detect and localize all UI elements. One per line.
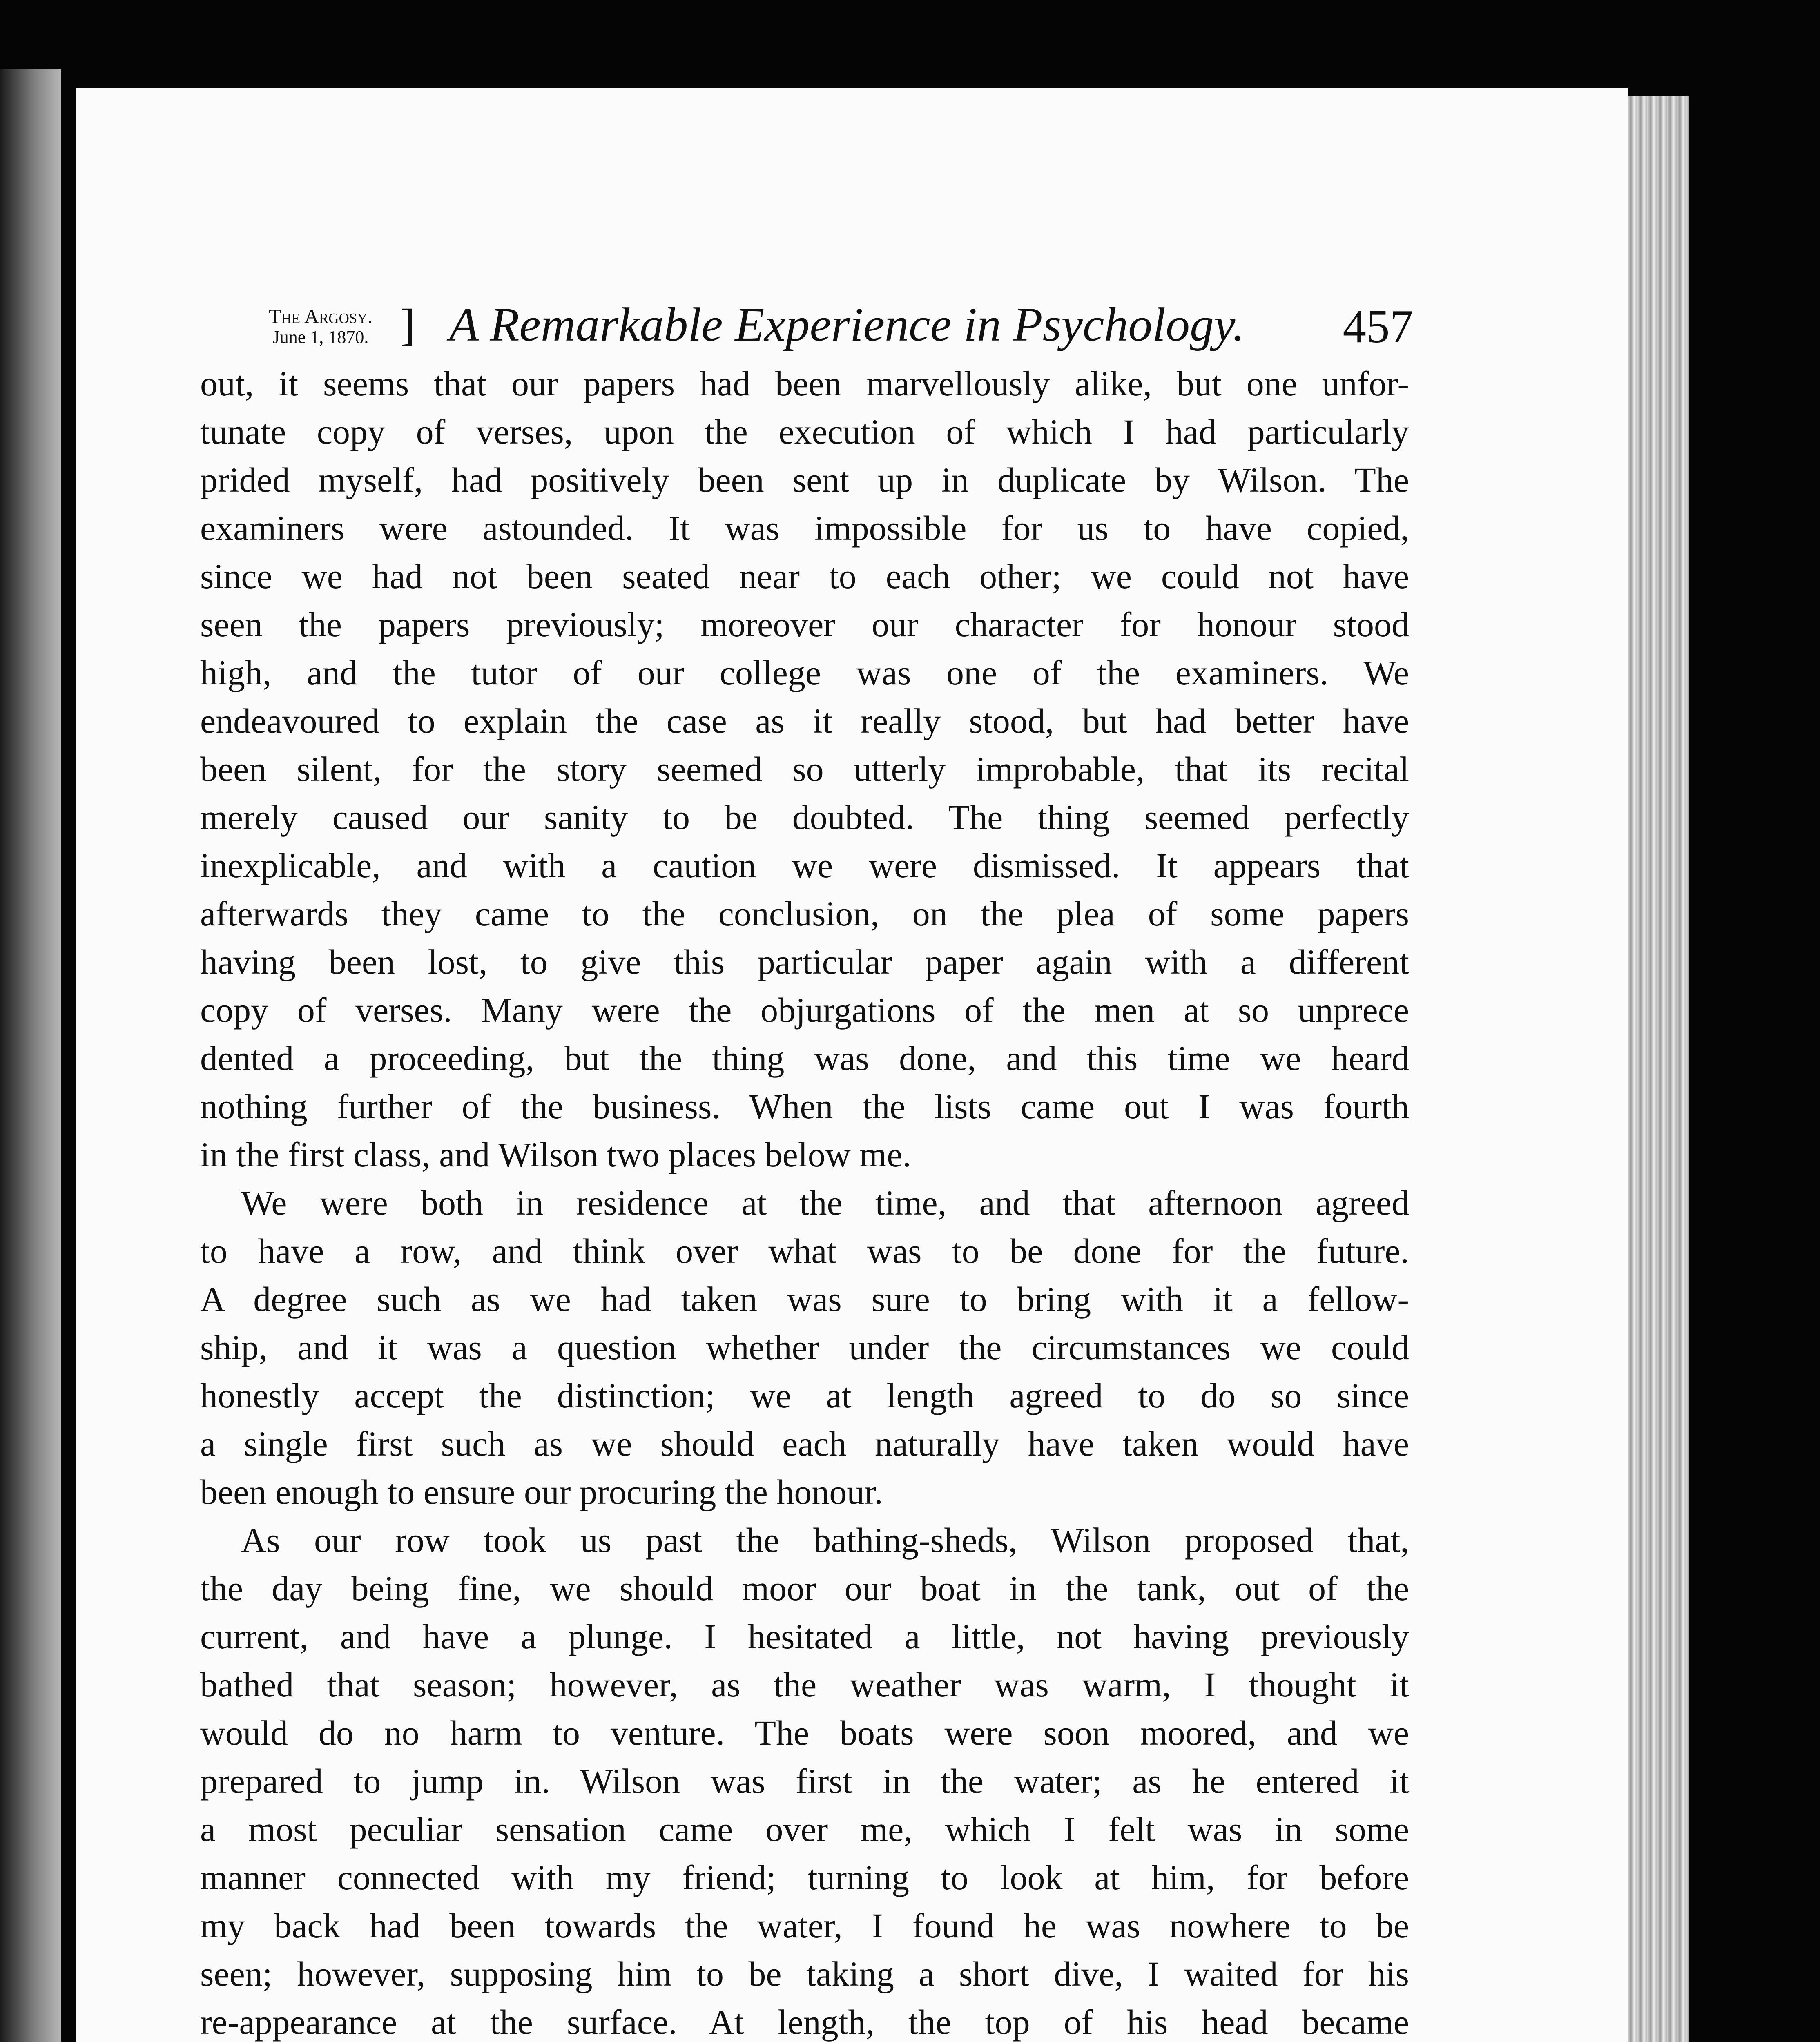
running-head-bracket: ]	[400, 300, 415, 350]
running-head-publication: The Argosy.	[268, 305, 373, 328]
text-line: having been lost, to give this particular paper again with a different	[200, 942, 1409, 981]
running-head-source	[229, 305, 413, 348]
text-line: nothing further of the business. When the lists came out I was fourth	[200, 1087, 1409, 1126]
text-line: afterwards they came to the conclusion, on the plea of some papers	[200, 894, 1409, 933]
text-line: prided myself, had positively been sent up in duplicate by Wilson. The	[200, 460, 1409, 499]
text-line: ship, and it was a question whether under the circumstances we could	[200, 1328, 1409, 1367]
text-line: dented a proceeding, but the thing was done, and this time we heard	[200, 1039, 1409, 1078]
text-line: inexplicable, and with a caution we were dismissed. It appears that	[200, 846, 1409, 885]
page-number: 457	[1343, 301, 1413, 352]
text-line: high, and the tutor of our college was one of the examiners. We	[200, 653, 1409, 692]
text-line: current, and have a plunge. I hesitated a little, not having previously	[200, 1617, 1409, 1656]
text-line: the day being fine, we should moor our boat in the tank, out of the	[200, 1569, 1409, 1608]
text-line: seen the papers previously; moreover our character for honour stood	[200, 605, 1409, 644]
text-line: been silent, for the story seemed so utterly improbable, that its recital	[200, 749, 1409, 789]
text-line: a most peculiar sensation came over me, which I felt was in some	[200, 1810, 1409, 1849]
text-line: since we had not been seated near to each other; we could not have	[200, 557, 1409, 596]
text-line: honestly accept the distinction; we at length agreed to do so since	[200, 1376, 1409, 1415]
text-line: examiners were astounded. It was impossible for us to have copied,	[200, 508, 1409, 548]
text-line: prepared to jump in. Wilson was first in the water; as he entered it	[200, 1761, 1409, 1801]
text-line: A degree such as we had taken was sure to bring with it a fellow-	[200, 1280, 1409, 1319]
running-head-date: June 1, 1870.	[272, 327, 369, 347]
body-text	[200, 359, 1409, 2042]
page-stack-edge	[1628, 96, 1689, 2042]
text-line: been enough to ensure our procuring the honour.	[200, 1472, 883, 1511]
text-line: merely caused our sanity to be doubted. The thing seemed perfectly	[200, 798, 1409, 837]
text-line: out, it seems that our papers had been marvellously alike, but one unfor-	[200, 364, 1409, 403]
text-line: copy of verses. Many were the objurgations of the men at so unprece	[200, 990, 1409, 1030]
text-line: manner connected with my friend; turning to look at him, for before	[200, 1858, 1409, 1897]
text-line: seen; however, supposing him to be taking a short dive, I waited for his	[200, 1954, 1409, 1993]
facing-page-edge	[0, 69, 61, 2042]
text-line: As our row took us past the bathing-sheds, Wilson proposed that,	[241, 1520, 1409, 1560]
running-header	[229, 298, 1413, 351]
text-line: to have a row, and think over what was to be done for the future.	[200, 1231, 1409, 1271]
text-line: would do no harm to venture. The boats were soon moored, and we	[200, 1713, 1409, 1752]
text-line: We were both in residence at the time, and that afternoon agreed	[241, 1183, 1409, 1222]
text-line: re-appearance at the surface. At length, the top of his head became	[200, 2002, 1409, 2042]
text-line: endeavoured to explain the case as it really stood, but had better have	[200, 701, 1409, 740]
running-head-title: A Remarkable Experience in Psychology.	[449, 298, 1245, 351]
text-line: in the first class, and Wilson two places below me.	[200, 1135, 911, 1174]
text-line: my back had been towards the water, I found he was nowhere to be	[200, 1906, 1409, 1945]
text-line: a single first such as we should each naturally have taken would have	[200, 1424, 1409, 1463]
text-line: tunate copy of verses, upon the execution of which I had particularly	[200, 412, 1409, 451]
text-line: bathed that season; however, as the weather was warm, I thought it	[200, 1665, 1409, 1704]
